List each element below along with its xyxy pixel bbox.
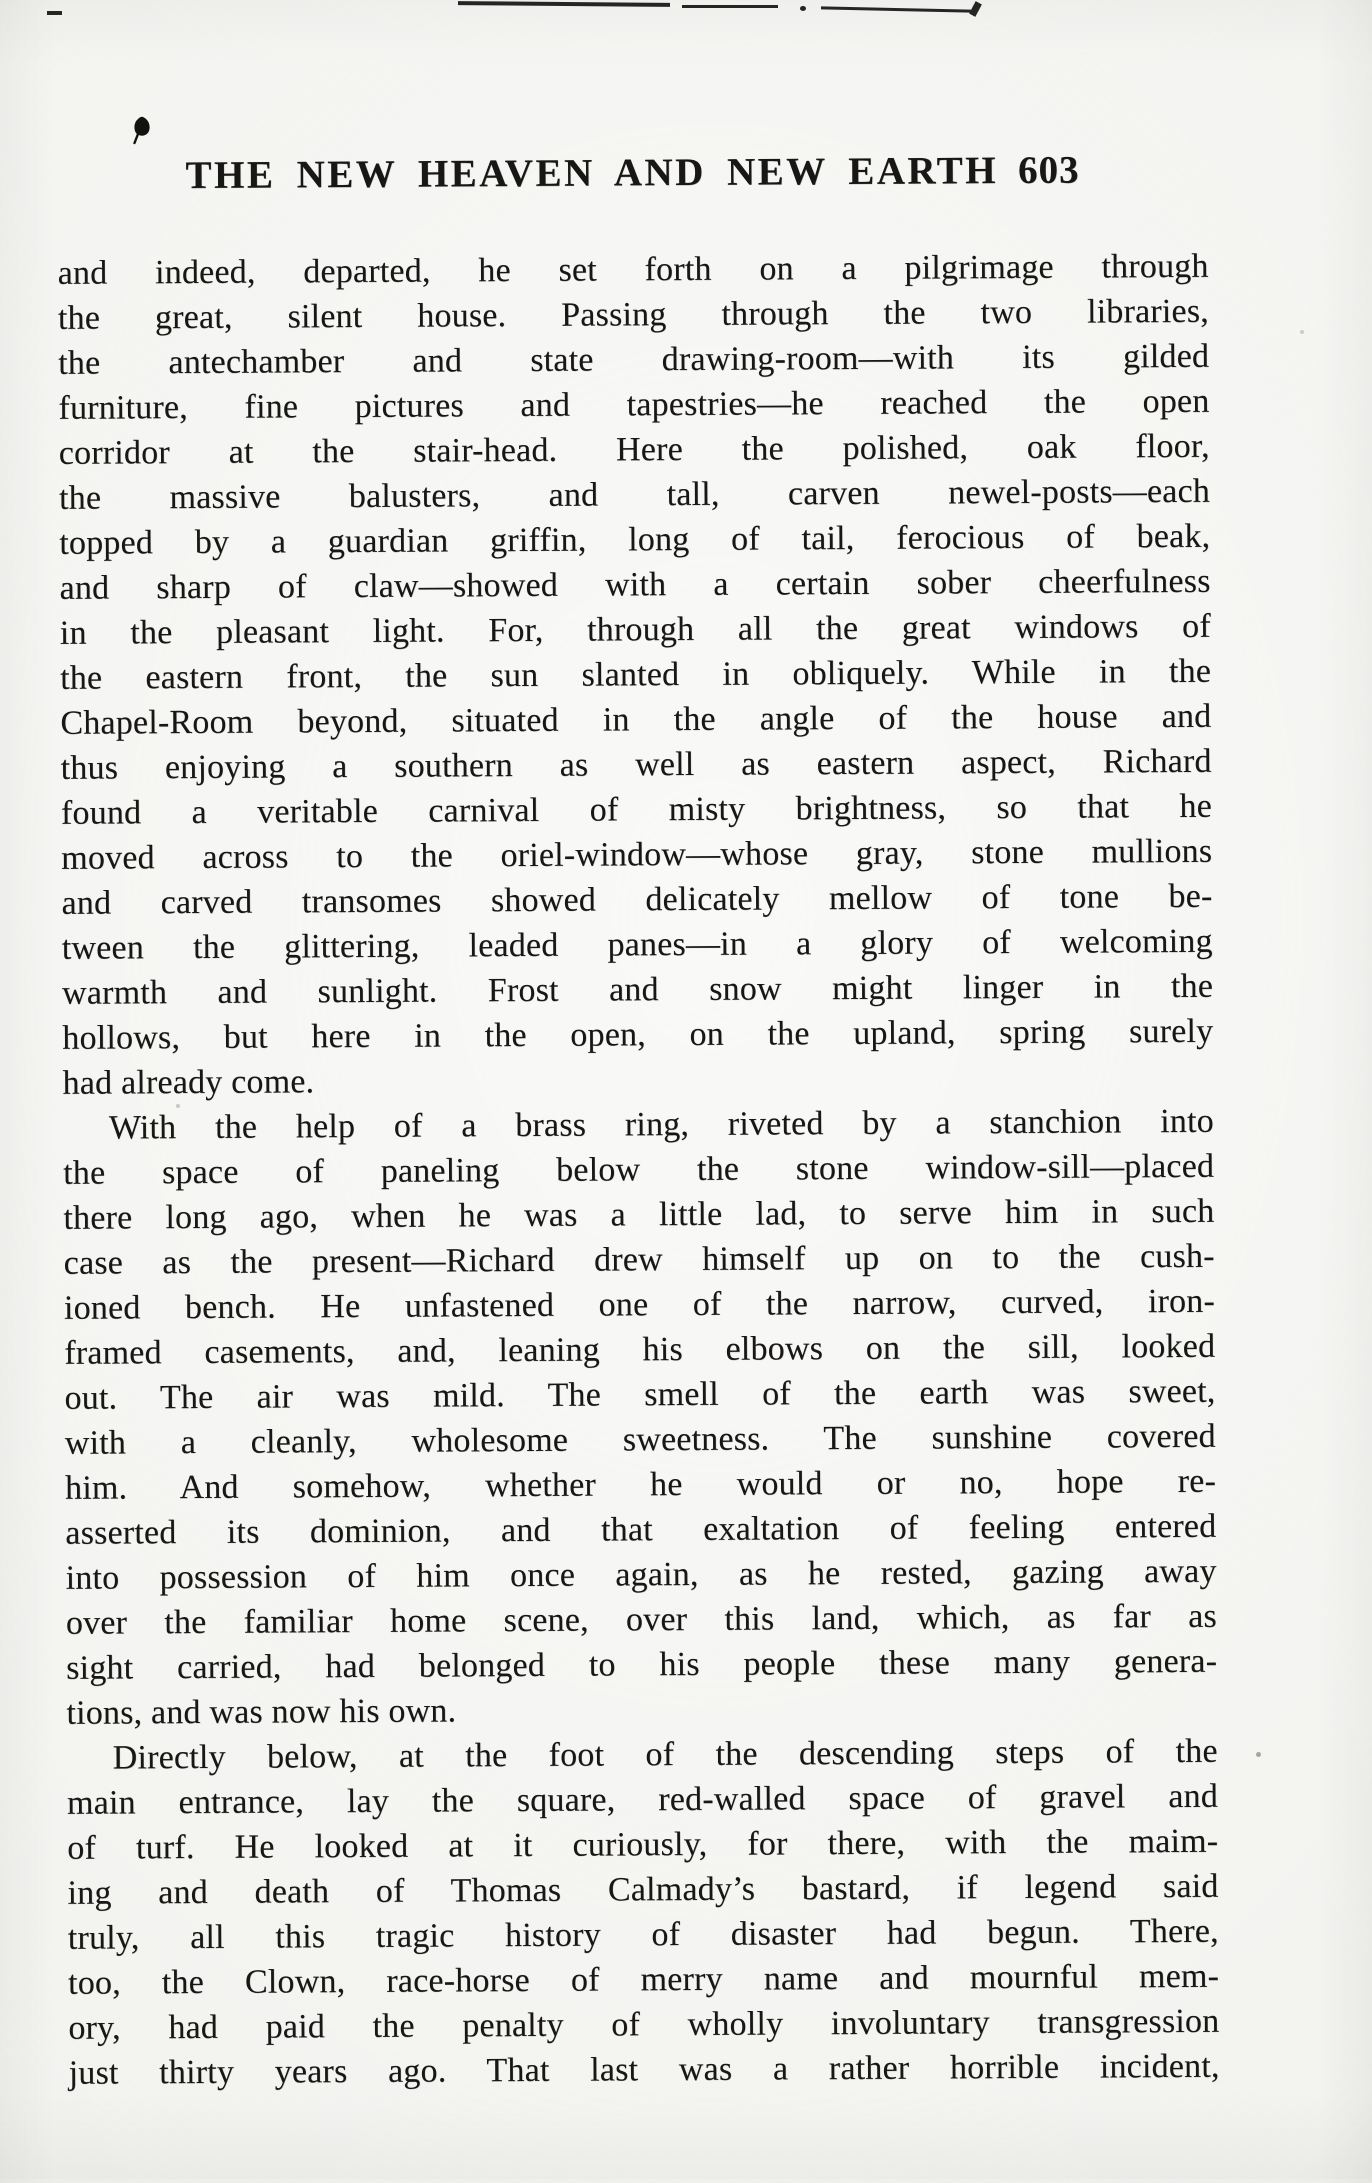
text-line: tween the glittering, leaded panes—in a glory of welcoming	[61, 922, 1213, 967]
text-line: framed casements, and, leaning his elbows on the sill, looked	[64, 1327, 1216, 1372]
text-line: furniture, fine pictures and tapestries—he reached the open	[58, 382, 1210, 427]
text-line: ing and death of Thomas Calmady’s bastard, if legend said	[67, 1867, 1219, 1912]
text-line: Chapel-Room beyond, situated in the angle of the house and	[60, 697, 1212, 742]
text-line: and indeed, departed, he set forth on a pilgrimage through	[57, 247, 1209, 292]
text-line: main entrance, lay the square, red-walled space of gravel and	[66, 1777, 1219, 1822]
text-line: With the help of a brass ring, riveted by a stanchion into	[108, 1102, 1214, 1147]
text-line: sight carried, had belonged to his people these many genera-	[66, 1642, 1218, 1687]
text-line: corridor at the stair-head. Here the polished, oak floor,	[58, 427, 1210, 472]
text-line: tions, and was now his own.	[66, 1692, 457, 1732]
text-line: topped by a guardian griffin, long of tail, ferocious of beak,	[59, 517, 1211, 562]
text-line: Directly below, at the foot of the descending steps of the	[112, 1732, 1218, 1777]
text-line: hollows, but here in the open, on the upland, spring surely	[62, 1012, 1214, 1057]
text-line: the massive balusters, and tall, carven newel-posts—each	[58, 472, 1211, 517]
text-line: the great, silent house. Passing through the two libraries,	[57, 292, 1210, 337]
text-line: with a cleanly, wholesome sweetness. The sunshine covered	[64, 1417, 1216, 1462]
page-number: 603	[1017, 148, 1080, 192]
text-line: ory, had paid the penalty of wholly involuntary transgression	[68, 2002, 1220, 2047]
text-line: into possession of him once again, as he rested, gazing away	[65, 1552, 1217, 1597]
text-line: out. The air was mild. The smell of the earth was sweet,	[64, 1372, 1216, 1417]
text-line: there long ago, when he was a little lad, to serve him in such	[63, 1192, 1215, 1237]
text-line: ioned bench. He unfastened one of the narrow, curved, iron-	[63, 1282, 1216, 1327]
text-line: him. And somehow, whether he would or no, hope re-	[64, 1462, 1217, 1507]
text-line: warmth and sunlight. Frost and snow might linger in the	[61, 967, 1214, 1012]
text-line: moved across to the oriel-window—whose gray, stone mullions	[61, 832, 1213, 877]
text-line: of turf. He looked at it curiously, for there, with the maim-	[67, 1822, 1219, 1867]
text-line: the eastern front, the sun slanted in obliquely. While in the	[60, 652, 1212, 697]
text-line: in the pleasant light. For, through all the great windows of	[59, 607, 1211, 652]
text-line: the space of paneling below the stone window-sill—placed	[63, 1147, 1215, 1192]
text-line: the antechamber and state drawing-room—with its gilded	[58, 337, 1210, 382]
running-header-title: THE NEW HEAVEN AND NEW EARTH	[185, 149, 999, 198]
text-line: just thirty years ago. That last was a rather horrible incident,	[68, 2047, 1220, 2092]
text-line: case as the present—Richard drew himself up on to the cush-	[63, 1237, 1215, 1282]
running-header	[57, 147, 1208, 199]
body-text-block	[58, 244, 1220, 2096]
text-line: and carved transomes showed delicately mellow of tone be-	[61, 877, 1213, 922]
paragraph	[63, 1099, 1218, 1736]
text-line: over the familiar home scene, over this land, which, as far as	[65, 1597, 1218, 1642]
text-line: truly, all this tragic history of disaster had begun. There,	[67, 1912, 1219, 1957]
text-line: found a veritable carnival of misty brightness, so that he	[60, 787, 1213, 832]
text-line: had already come.	[62, 1063, 315, 1102]
paragraph	[58, 244, 1214, 1106]
text-line: asserted its dominion, and that exaltation of feeling entered	[65, 1507, 1217, 1552]
paragraph	[67, 1729, 1220, 2096]
text-line: and sharp of claw—showed with a certain sober cheerfulness	[59, 562, 1211, 607]
text-line: thus enjoying a southern as well as eastern aspect, Richard	[60, 742, 1212, 787]
text-line: too, the Clown, race-horse of merry name and mournful mem-	[68, 1957, 1220, 2002]
